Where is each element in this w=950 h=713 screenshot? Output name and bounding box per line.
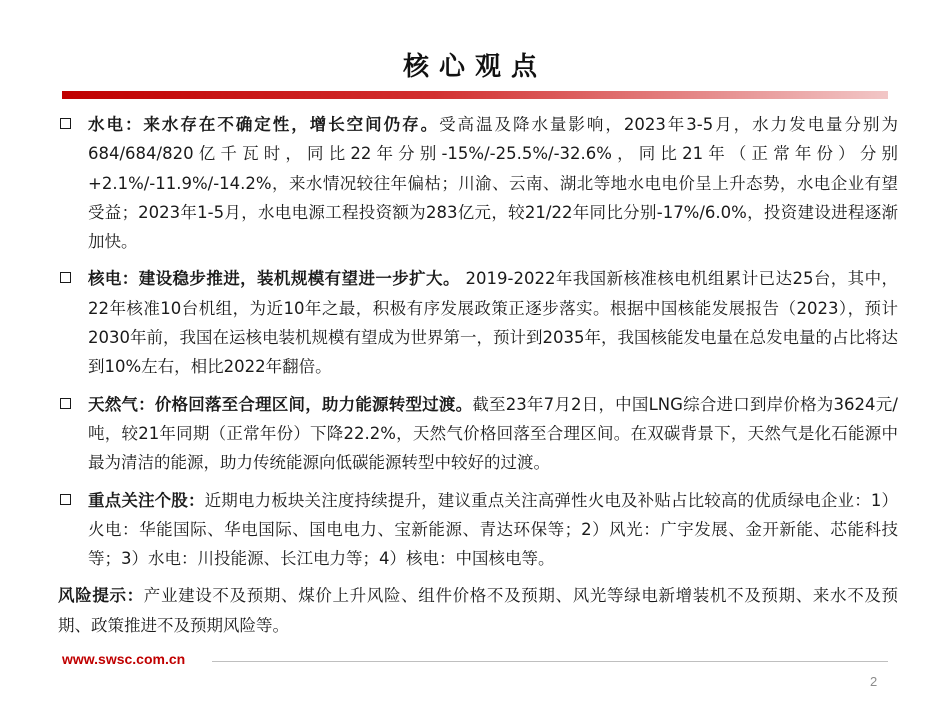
- risk-notice: [58, 581, 898, 640]
- page-title: 核心观点: [402, 52, 547, 82]
- point-body: 截至23年7月2日，中国LNG综合进口到岸价格为3624元/吨，较21年同期（正常年份）下降22.2%，天然气价格回落至合理区间。在双碳背景下，天然气是化石能源中最为清洁的能源，助力传统能源向低碳能源转型中较好的过渡。: [88, 394, 898, 473]
- footer-website-link[interactable]: www.swsc.com.cn: [62, 651, 186, 667]
- point-lead: 核电：建设稳步推进，装机规模有望进一步扩大。: [88, 269, 460, 289]
- checkbox-bullet-icon: [60, 398, 71, 409]
- title-underline-bar: [62, 91, 888, 99]
- page-number: 2: [870, 674, 878, 689]
- risk-body: 产业建设不及预期、煤价上升风险、组件价格不及预期、风光等绿电新增装机不及预期、来水不及预期、政策推进不及预期风险等。: [58, 586, 898, 635]
- point-natural-gas: [58, 390, 898, 478]
- point-lead: 重点关注个股：: [88, 490, 205, 510]
- risk-lead: 风险提示：: [58, 586, 144, 606]
- point-body: 近期电力板块关注度持续提升，建议重点关注高弹性火电及补贴占比较高的优质绿电企业：1）火电：华能国际、华电国际、国电电力、宝新能源、青达环保等；2）风光：广宇发展、金开新能、芯能科技等；3）水电：川投能源、长江电力等；4）核电：中国核电等。: [88, 490, 898, 569]
- footer-divider: [212, 661, 888, 662]
- point-lead: 水电：来水存在不确定性，增长空间仍存。: [88, 115, 440, 134]
- point-nuclear: [58, 264, 898, 381]
- checkbox-bullet-icon: [60, 272, 71, 283]
- checkbox-bullet-icon: [60, 118, 71, 129]
- key-points-content: [58, 110, 898, 640]
- point-hydropower: [58, 110, 898, 256]
- point-key-stocks: [58, 486, 898, 574]
- point-lead: 天然气：价格回落至合理区间，助力能源转型过渡。: [88, 394, 473, 414]
- point-body: 2019-2022年我国新核准核电机组累计已达25台，其中，22年核准10台机组，为近10年之最，积极有序发展政策正逐步落实。根据中国核能发展报告（2023），预计2030年前，我国在运核电装机规模有望成为世界第一，预计到2035年，我国核能发电量在总发电量的占比将达到10%左右，相比2022年翻倍。: [88, 269, 898, 377]
- point-body: 受高温及降水量影响，2023年3-5月，水力发电量分别为684/684/820亿千瓦时，同比22年分别-15%/-25.5%/-32.6%，同比21年（正常年份）分别+2.1%/-11.9%/-14.2%，来水情况较往年偏枯；川渝、云南、湖北等地水电电价呈上升态势，水电企业有望受益；2023年1-5月，水电电源工程投资额为283亿元，较21/22年同比分别-17%/6.0%，投资建设进程逐渐加快。: [88, 115, 898, 252]
- checkbox-bullet-icon: [60, 494, 71, 505]
